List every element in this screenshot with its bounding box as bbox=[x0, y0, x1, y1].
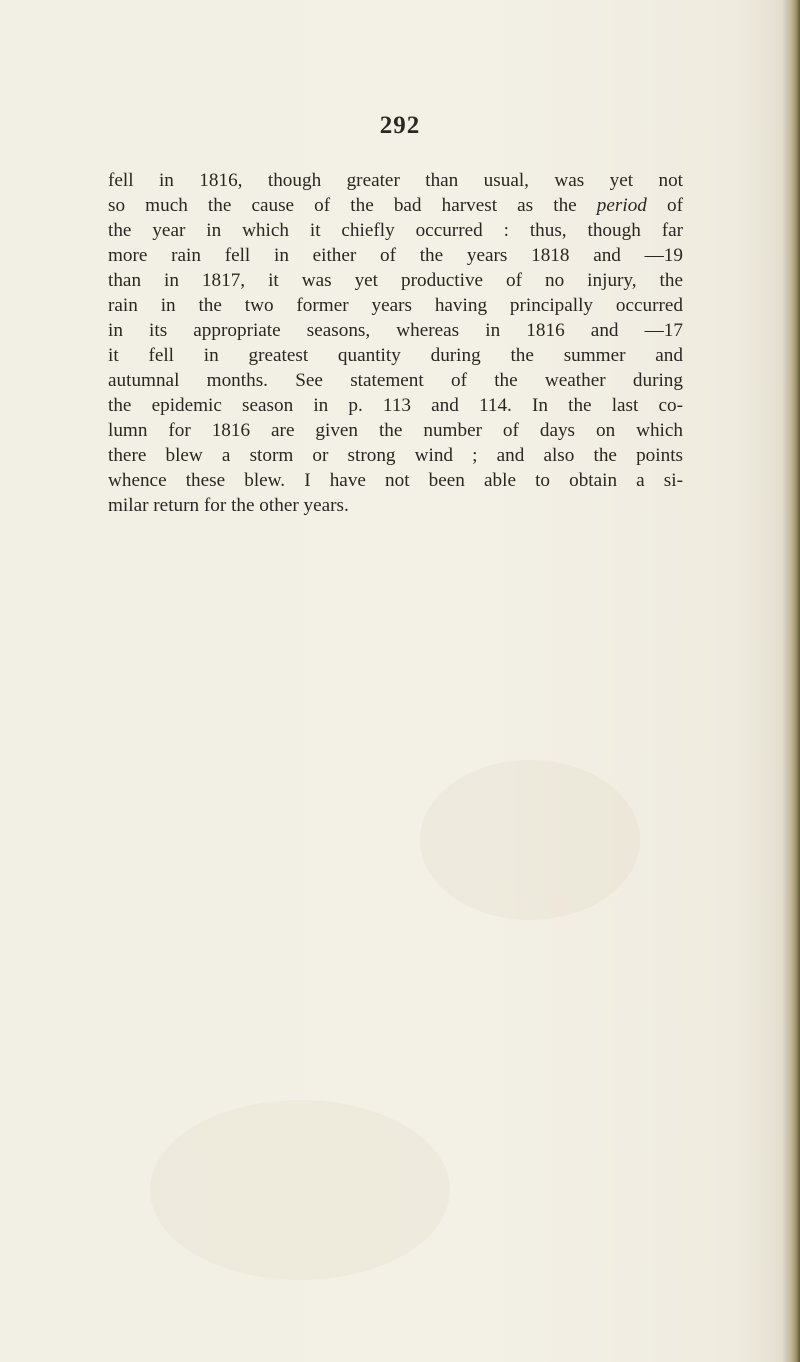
text-line-part: of bbox=[646, 195, 683, 216]
text-line: whence these blew. I have not been able to obtain a si- bbox=[108, 470, 683, 491]
text-line: more rain fell in either of the years 1818 and —19 bbox=[108, 245, 683, 266]
text-line: autumnal months. See statement of the weather during bbox=[108, 370, 683, 391]
text-line: the epidemic season in p. 113 and 114. In the last co- bbox=[108, 395, 683, 416]
text-line: the year in which it chiefly occurred : thus, though far bbox=[108, 220, 683, 241]
text-line: milar return for the other years. bbox=[108, 495, 349, 516]
text-line-part: so much the cause of the bad harvest as the bbox=[108, 195, 597, 216]
paper-stain bbox=[150, 1100, 450, 1280]
text-line: rain in the two former years having principally occurred bbox=[108, 295, 683, 316]
text-line: in its appropriate seasons, whereas in 1816 and —17 bbox=[108, 320, 683, 341]
text-line: lumn for 1816 are given the number of days on which bbox=[108, 420, 683, 441]
text-line bbox=[108, 193, 683, 218]
page-number: 292 bbox=[379, 112, 421, 139]
page-binding-edge bbox=[788, 0, 800, 1362]
italic-word: period bbox=[596, 195, 647, 216]
text-line: it fell in greatest quantity during the summer and bbox=[108, 345, 683, 366]
text-line: there blew a storm or strong wind ; and also the points bbox=[108, 445, 683, 466]
text-line: fell in 1816, though greater than usual, was yet not bbox=[108, 170, 683, 191]
paper-stain bbox=[420, 760, 640, 920]
body-text bbox=[108, 168, 683, 518]
text-line: than in 1817, it was yet productive of no injury, the bbox=[108, 270, 683, 291]
